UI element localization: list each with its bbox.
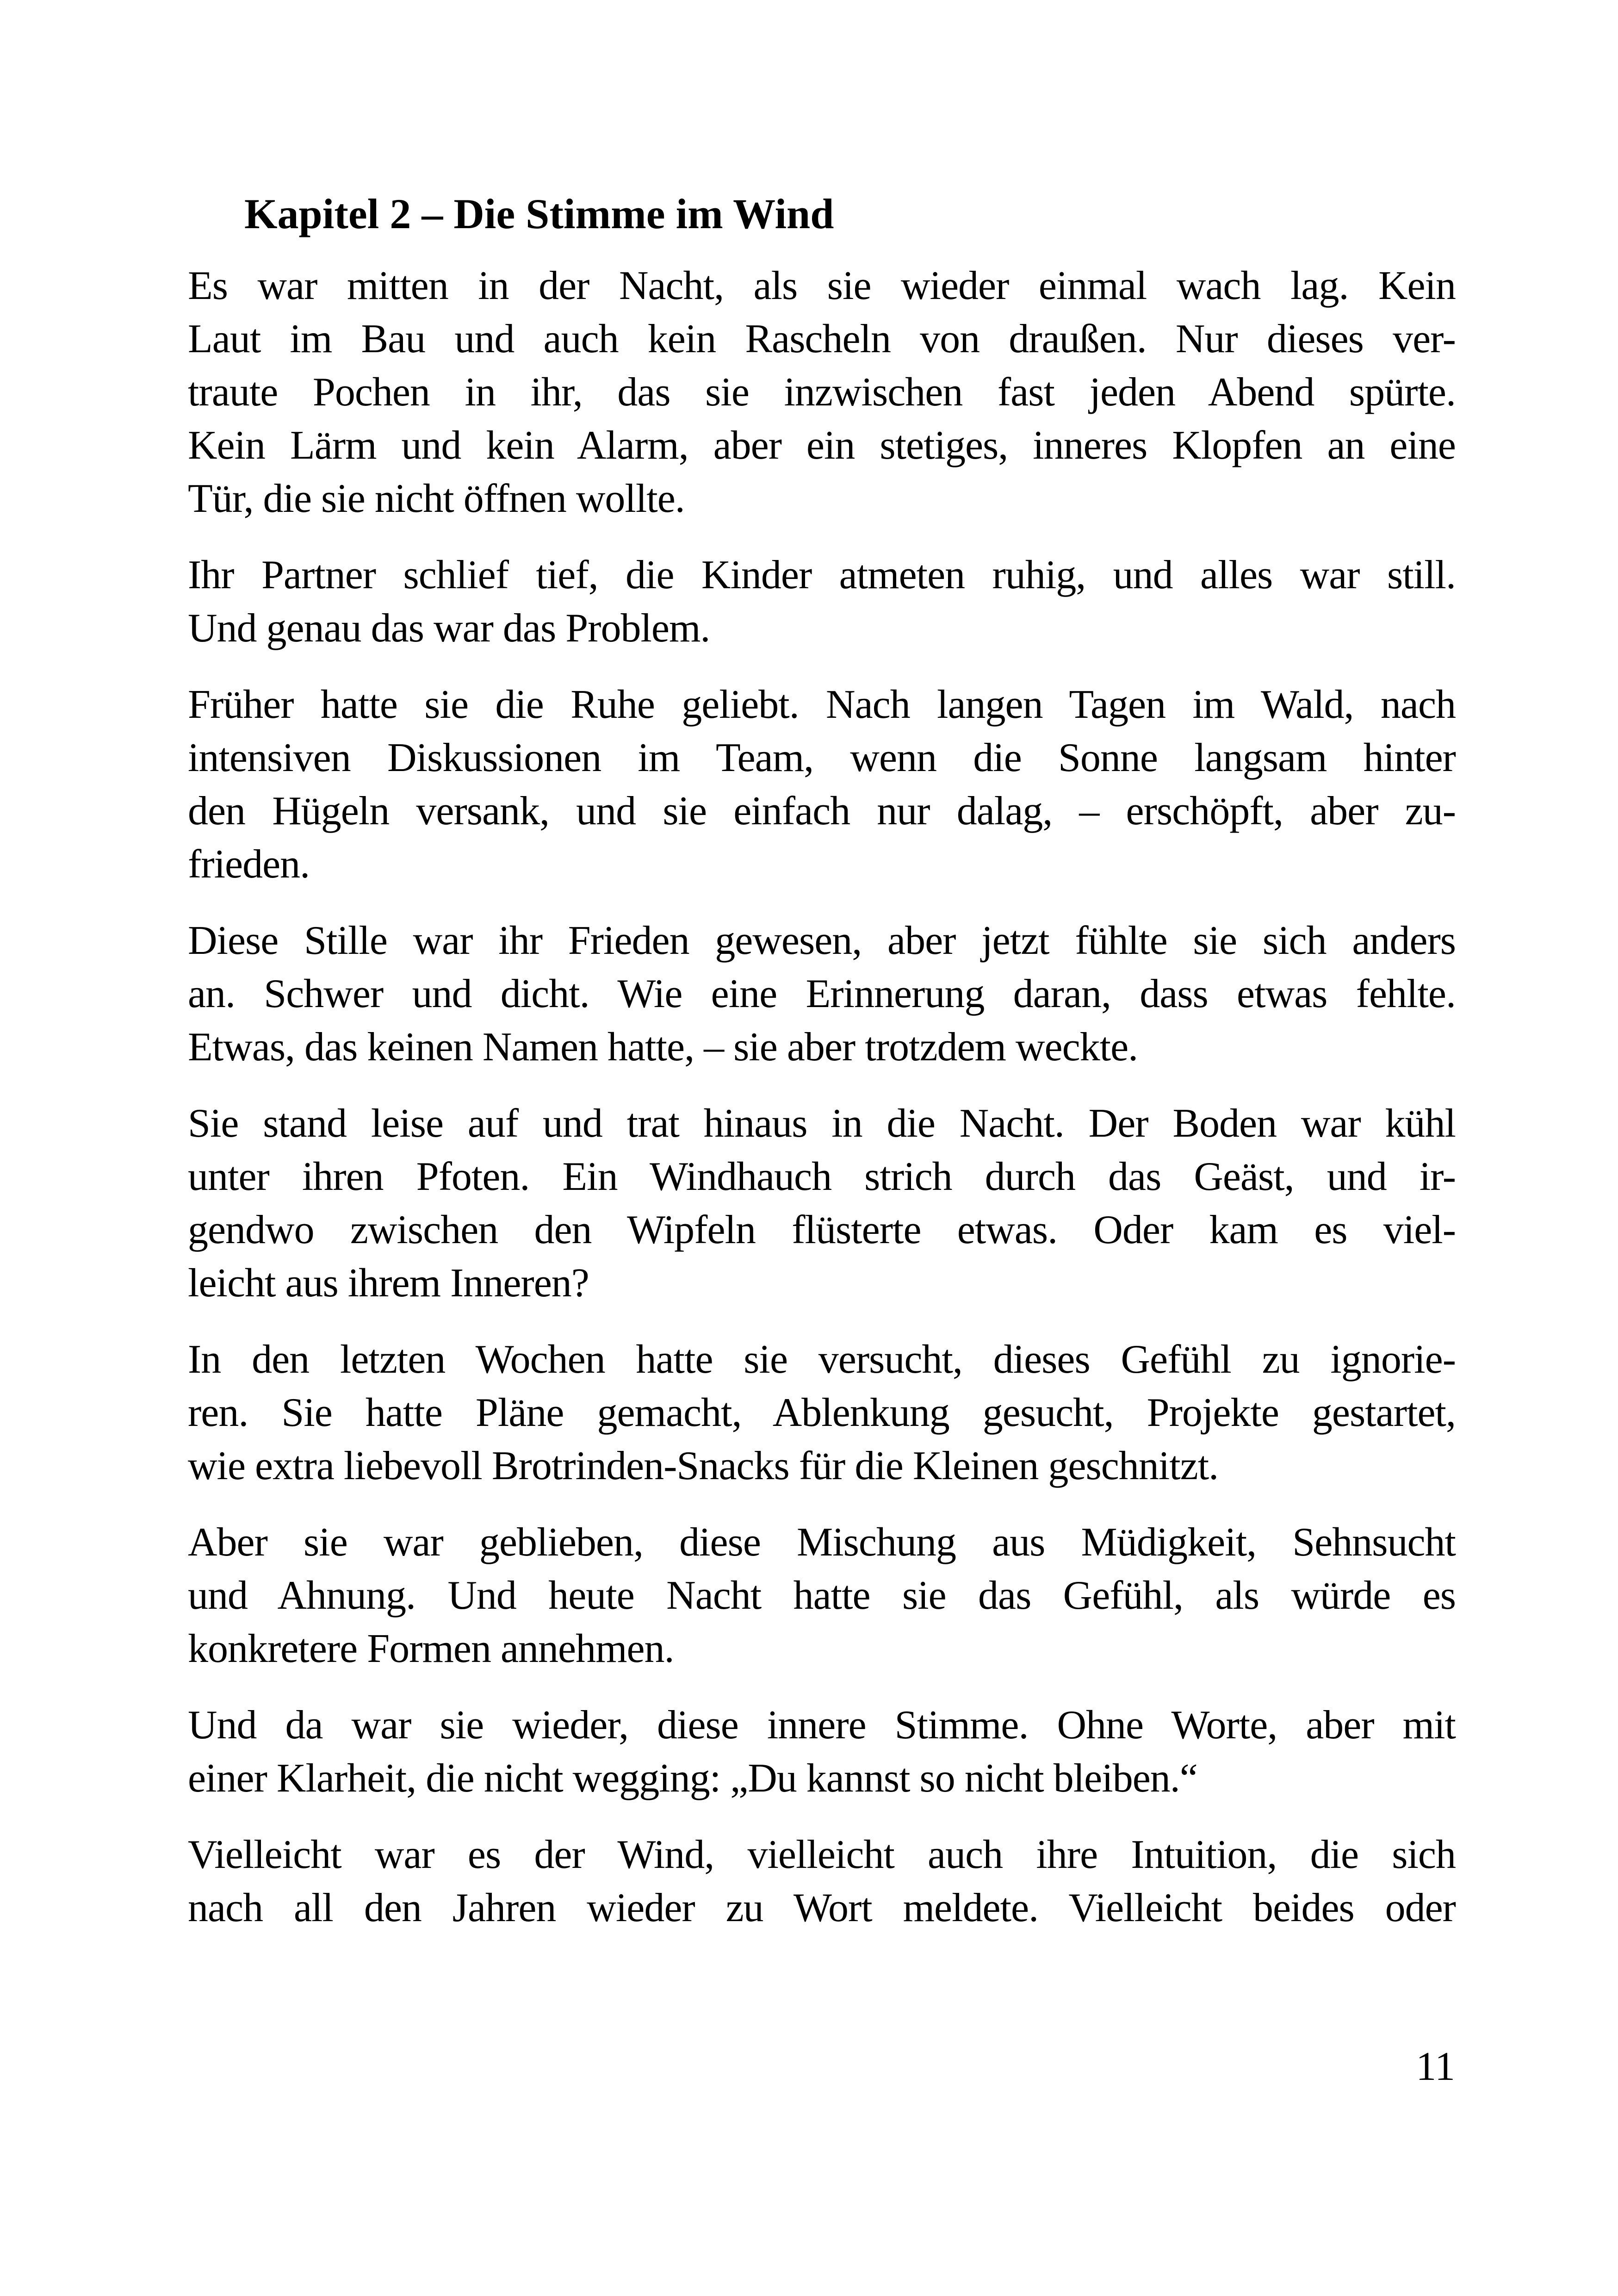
text-line: Vielleicht war es der Wind, vielleicht auch ihre Intuition, die sich bbox=[188, 1832, 1456, 1877]
text-line: In den letzten Wochen hatte sie versucht, dieses Gefühl zu ignorie- bbox=[188, 1337, 1456, 1382]
text-line: Früher hatte sie die Ruhe geliebt. Nach langen Tagen im Wald, nach bbox=[188, 682, 1456, 727]
text-line: Und genau das war das Problem. bbox=[188, 606, 710, 651]
paragraph bbox=[188, 259, 1456, 525]
text-line: intensiven Diskussionen im Team, wenn die Sonne langsam hinter bbox=[188, 735, 1456, 780]
paragraph bbox=[188, 1097, 1456, 1310]
text-line: Tür, die sie nicht öffnen wollte. bbox=[188, 476, 685, 521]
text-line: frieden. bbox=[188, 842, 310, 887]
text-line: Es war mitten in der Nacht, als sie wieder einmal wach lag. Kein bbox=[188, 263, 1456, 308]
text-line: Aber sie war geblieben, diese Mischung aus Müdigkeit, Sehnsucht bbox=[188, 1520, 1456, 1565]
text-line: leicht aus ihrem Inneren? bbox=[188, 1261, 589, 1306]
text-line: konkretere Formen annehmen. bbox=[188, 1626, 674, 1671]
chapter-text bbox=[188, 259, 1456, 1935]
paragraph bbox=[188, 1828, 1456, 1935]
paragraph bbox=[188, 548, 1456, 655]
text-line: wie extra liebevoll Brotrinden-Snacks für die Kleinen geschnitzt. bbox=[188, 1444, 1219, 1488]
paragraph bbox=[188, 914, 1456, 1074]
text-line: einer Klarheit, die nicht wegging: „Du kannst so nicht bleiben.“ bbox=[188, 1756, 1197, 1801]
chapter-title: Kapitel 2 – Die Stimme im Wind bbox=[244, 190, 834, 237]
text-line: Kein Lärm und kein Alarm, aber ein stetiges, inneres Klopfen an eine bbox=[188, 423, 1456, 468]
text-line: Und da war sie wieder, diese innere Stimme. Ohne Worte, aber mit bbox=[188, 1703, 1456, 1748]
text-line: Etwas, das keinen Namen hatte, – sie aber trotzdem weckte. bbox=[188, 1025, 1138, 1070]
text-line: nach all den Jahren wieder zu Wort meldete. Vielleicht beides oder bbox=[188, 1885, 1456, 1930]
paragraph bbox=[188, 678, 1456, 891]
text-line: Diese Stille war ihr Frieden gewesen, aber jetzt fühlte sie sich anders bbox=[188, 918, 1456, 963]
text-line: Ihr Partner schlief tief, die Kinder atmeten ruhig, und alles war still. bbox=[188, 553, 1456, 597]
paragraph bbox=[188, 1516, 1456, 1675]
text-line: und Ahnung. Und heute Nacht hatte sie das Gefühl, als würde es bbox=[188, 1573, 1456, 1618]
text-line: Sie stand leise auf und trat hinaus in die Nacht. Der Boden war kühl bbox=[188, 1101, 1456, 1146]
text-line: den Hügeln versank, und sie einfach nur dalag, – erschöpft, aber zu- bbox=[188, 789, 1456, 834]
text-line: an. Schwer und dicht. Wie eine Erinnerung daran, dass etwas fehlte. bbox=[188, 971, 1456, 1016]
text-line: ren. Sie hatte Pläne gemacht, Ablenkung gesucht, Projekte gestartet, bbox=[188, 1390, 1456, 1435]
text-line: gendwo zwischen den Wipfeln flüsterte etwas. Oder kam es viel- bbox=[188, 1207, 1456, 1252]
paragraph bbox=[188, 1333, 1456, 1493]
text-line: unter ihren Pfoten. Ein Windhauch strich durch das Geäst, und ir- bbox=[188, 1154, 1456, 1199]
page-number: 11 bbox=[1416, 2044, 1455, 2089]
page-content bbox=[188, 187, 1456, 1958]
paragraph bbox=[188, 1699, 1456, 1805]
text-line: Laut im Bau und auch kein Rascheln von draußen. Nur dieses ver- bbox=[188, 317, 1456, 361]
text-line: traute Pochen in ihr, das sie inzwischen fast jeden Abend spürte. bbox=[188, 370, 1456, 415]
